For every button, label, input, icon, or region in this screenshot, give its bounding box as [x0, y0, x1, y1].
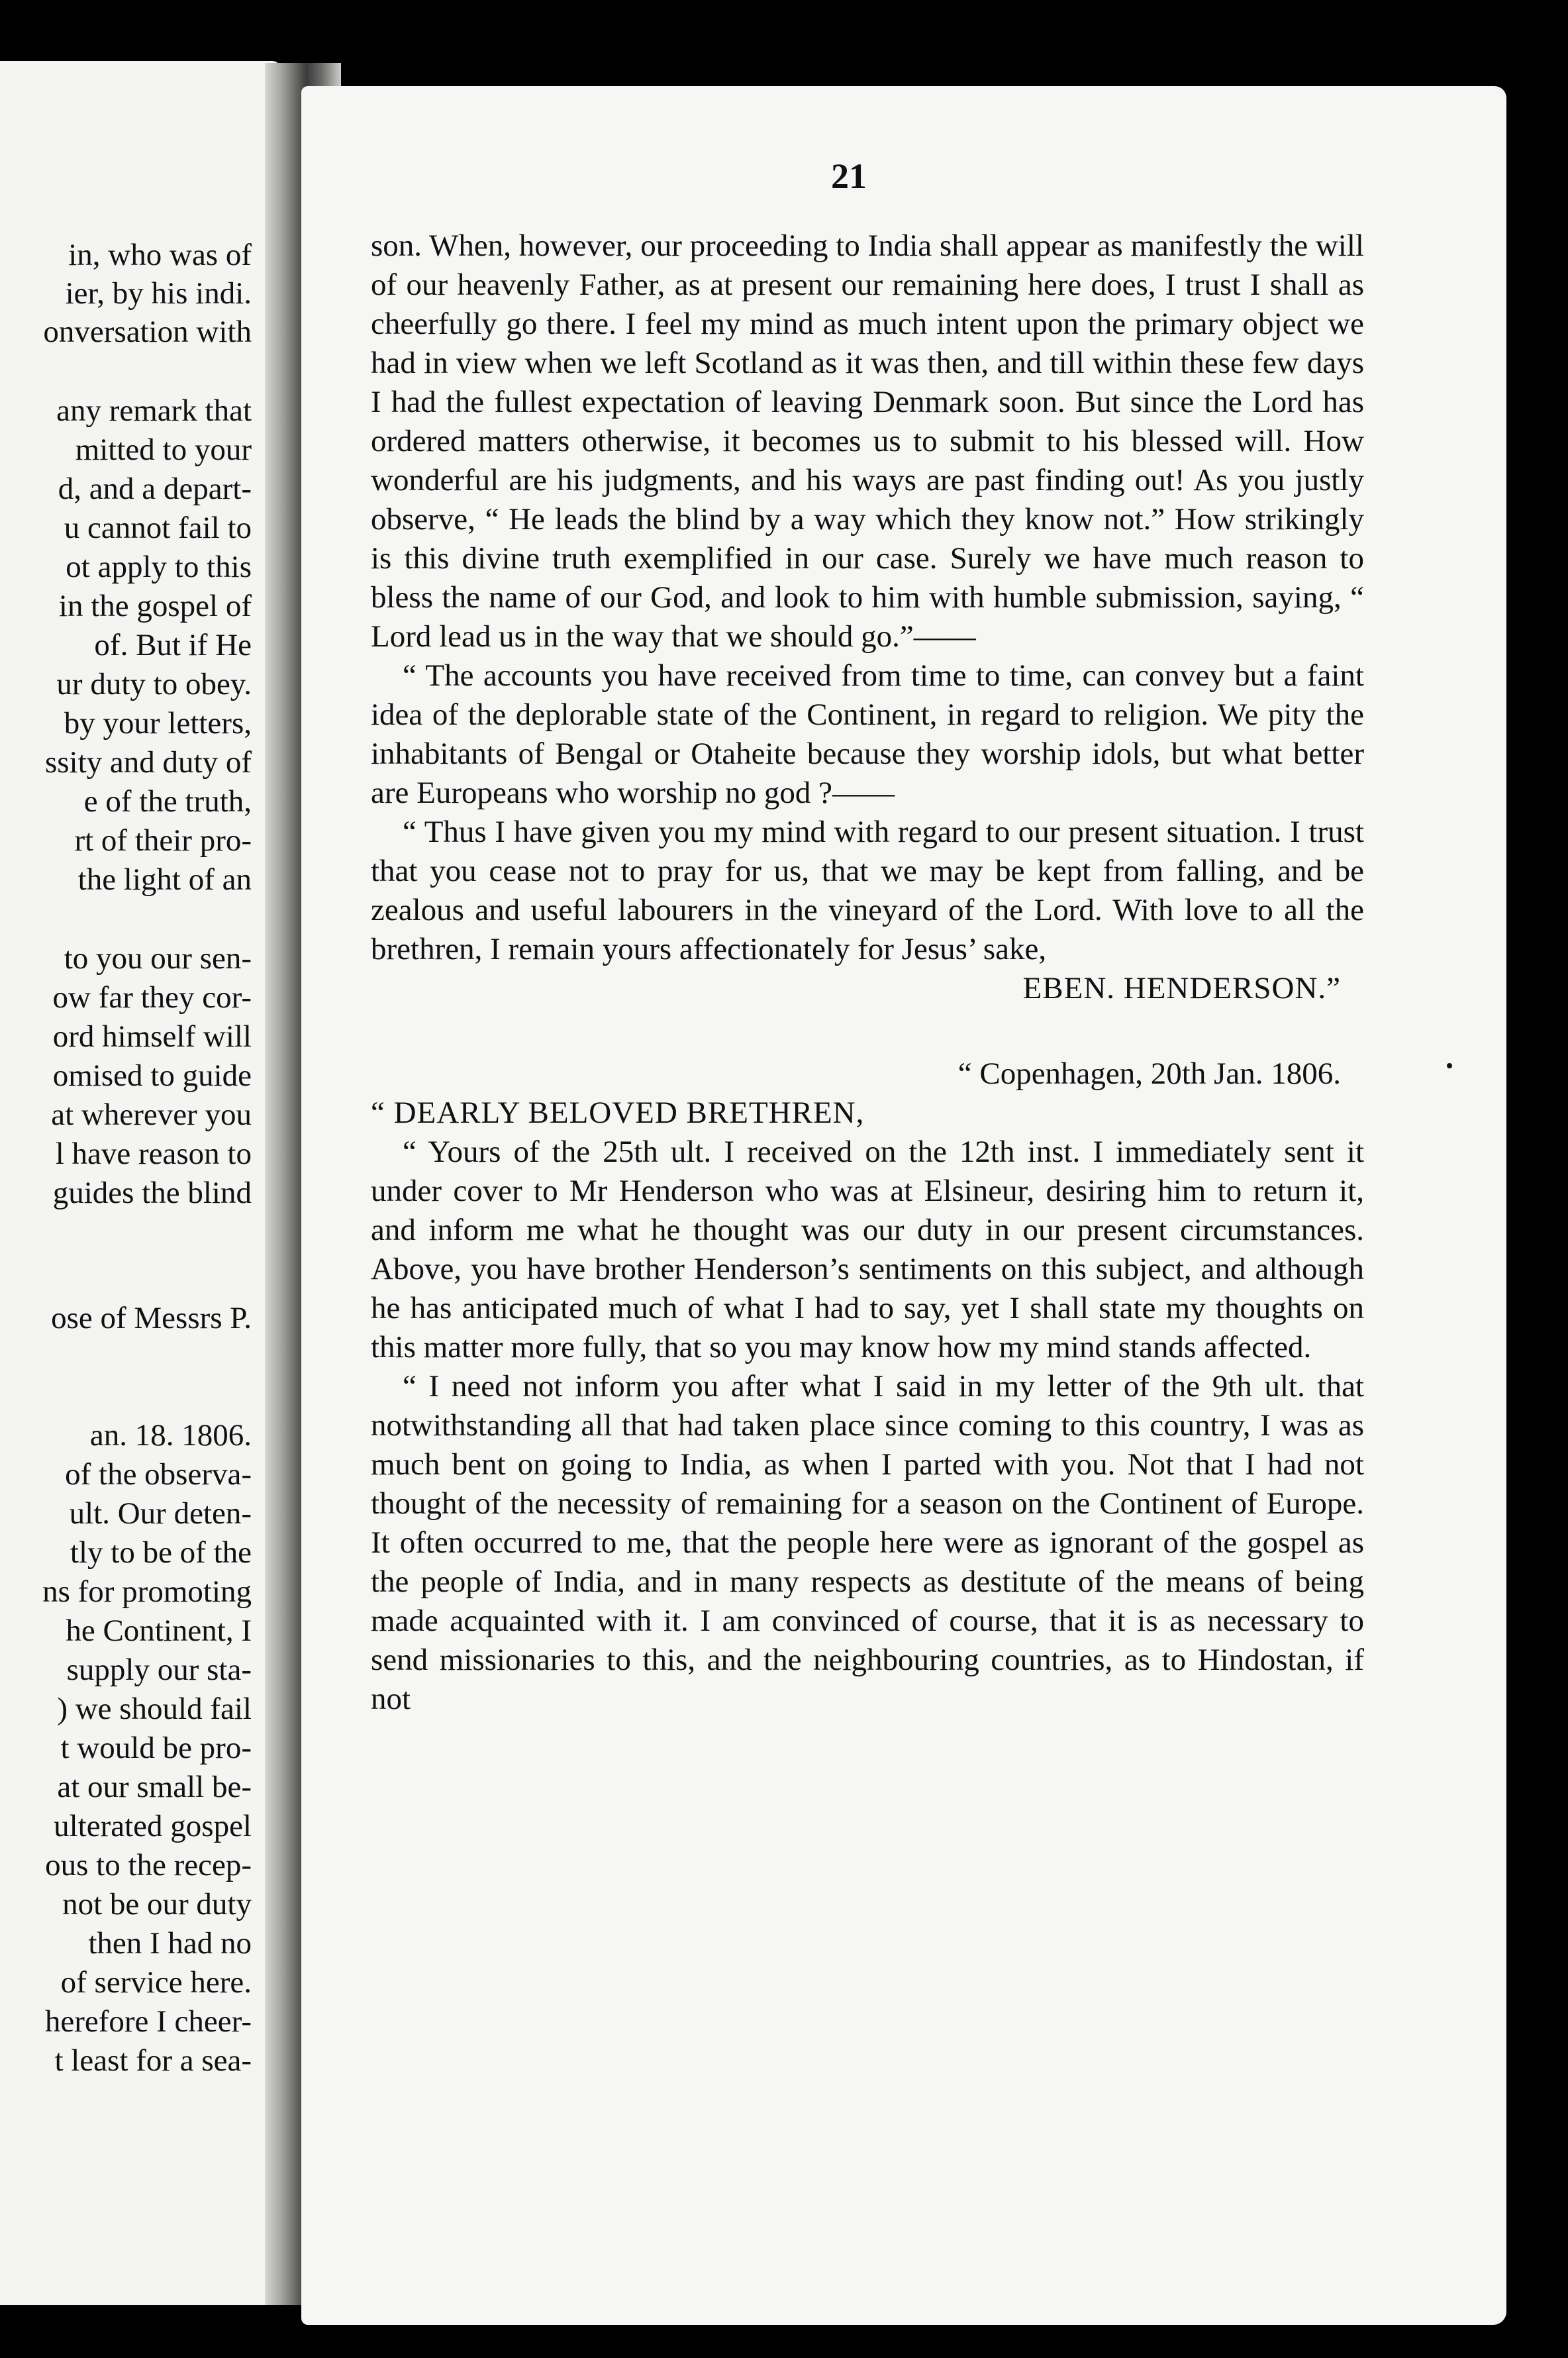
left-page-line: ord himself will [52, 1019, 252, 1054]
left-page-line: ot apply to this [66, 550, 252, 584]
left-page-line: at our small be- [57, 1770, 252, 1804]
ink-speck [1447, 1063, 1452, 1068]
left-page [0, 61, 281, 2305]
paragraph: “ Yours of the 25th ult. I received on the 12th inst. I immediately sent it under cover to Mr Henderson who was at Elsineur, desiring him to return it, and inform me what he thought was our duty in our present circumstances. Above, you have brother Henderson’s sentiments on this subject, and although he has anticipated much of what I had to say, yet I shall state my thoughts on this matter more fully, that so you may know how my mind stands affected. [371, 1135, 1364, 1364]
left-page-line: then I had no [88, 1926, 252, 1961]
left-page-line: at wherever you [51, 1098, 252, 1132]
left-page-line: ult. Our deten- [69, 1496, 252, 1531]
left-page-line: ose of Messrs P. [51, 1301, 252, 1335]
left-page-line: e of the truth, [83, 784, 252, 819]
signature: EBEN. HENDERSON.” [1022, 971, 1341, 1005]
paragraph: “ The accounts you have received from time to time, can convey but a faint idea of the deplorable state of the Continent, in regard to religion. We pity the inhabitants of Bengal or Otaheite because they worship idols, but what better are Europeans who worship no god ?—— [371, 658, 1364, 810]
left-page-line: of the observa- [65, 1457, 252, 1492]
left-page-line: in the gospel of [58, 589, 252, 623]
left-page-line: onversation with [43, 315, 252, 349]
left-page-line: supply our sta- [66, 1653, 252, 1687]
left-page-line: herefore I cheer- [44, 2004, 252, 2039]
page-number: 21 [831, 156, 867, 196]
left-page-line: he Continent, I [66, 1614, 252, 1648]
left-page-line: any remark that [56, 393, 252, 428]
left-page-line: of service here. [60, 1965, 252, 2000]
left-page-line: ur duty to obey. [56, 667, 252, 701]
left-page-line: d, and a depart- [58, 472, 252, 506]
left-page-line: t least for a sea- [54, 2043, 252, 2078]
letter-dateline: “ Copenhagen, 20th Jan. 1806. [957, 1056, 1341, 1091]
left-page-line: u cannot fail to [64, 511, 252, 545]
right-page [301, 86, 1506, 2325]
paragraph: “ Thus I have given you my mind with regard to our present situation. I trust that you cease not to pray for us, that we may be kept from falling, and be zealous and useful labourers in the vineyard of the Lord. With love to all the brethren, I remain yours affectionately for Jesus’ sake, [371, 815, 1364, 966]
left-page-line: ulterated gospel [54, 1809, 252, 1843]
left-page-line: ous to the recep- [45, 1848, 252, 1882]
left-page-line: not be our duty [62, 1887, 252, 1922]
left-page-line: t would be pro- [60, 1731, 252, 1765]
left-page-line: ow far they cor- [52, 980, 252, 1015]
left-page-line: rt of their pro- [74, 823, 252, 858]
left-page-line: in, who was of [68, 238, 252, 272]
left-page-line: omised to guide [52, 1058, 252, 1093]
letter-salutation: “ DEARLY BELOVED BRETHREN, [371, 1096, 865, 1130]
left-page-line: l have reason to [55, 1137, 252, 1171]
left-page-line: an. 18. 1806. [89, 1418, 252, 1453]
left-page-line: the light of an [77, 862, 252, 897]
left-page-line: guides the blind [52, 1176, 252, 1210]
left-page-line: ier, by his indi. [65, 276, 252, 311]
paragraph: son. When, however, our proceeding to India shall appear as manifestly the will of our heavenly Father, as at present our remaining here does, I trust I shall as cheerfully go there. I feel my mind as much intent upon the primary object we had in view when we left Scotland as it was then, and till within these few days I had the fullest expectation of leaving Denmark soon. But since the Lord has ordered matters otherwise, it becomes us to submit to his blessed will. How wonderful are his judgments, and his ways are past finding out! As you justly observe, “ He leads the blind by a way which they know not.” How strikingly is this divine truth exemplified in our case. Surely we have much reason to bless the name of our God, and look to him with humble submission, saying, “ Lord lead us in the way that we should go.”—— [371, 229, 1364, 654]
left-page-line: by your letters, [64, 706, 252, 741]
left-page-line: ssity and duty of [44, 745, 252, 780]
left-page-line: ns for promoting [42, 1574, 252, 1609]
left-page-line: of. But if He [94, 628, 252, 662]
paragraph: “ I need not inform you after what I said in my letter of the 9th ult. that notwithstanding all that had taken place since coming to this country, I was as much bent on going to India, as when I parted with you. Not that I had not thought of the necessity of remaining for a season on the Continent of Europe. It often occurred to me, that the people here were as ignorant of the gospel as the people of India, and in many respects as destitute of the means of being made acquainted with it. I am convinced of course, that it is as necessary to send missionaries to this, and the neighbouring countries, as to Hindostan, if not [371, 1369, 1364, 1716]
page-text [371, 227, 1364, 1719]
left-page-line: ) we should fail [57, 1692, 252, 1726]
left-page-line: mitted to your [75, 433, 252, 467]
left-page-line: tly to be of the [70, 1535, 252, 1570]
left-page-line: to you our sen- [64, 941, 252, 976]
